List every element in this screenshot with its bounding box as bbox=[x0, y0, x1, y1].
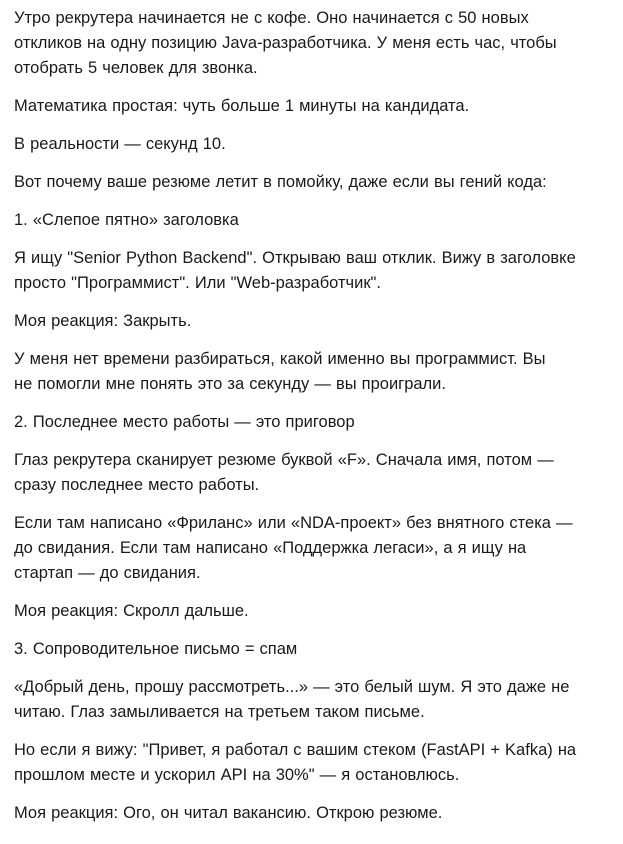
paragraph-intro bbox=[14, 6, 609, 81]
text-line: «Добрый день, прошу рассмотреть...» — это белый шум. Я это даже не bbox=[14, 678, 570, 696]
text-line: Моя реакция: Скролл дальше. bbox=[14, 602, 249, 620]
paragraph-white-noise bbox=[14, 675, 609, 725]
text-line: до свидания. Если там написано «Поддержка легаси», а я ищу на bbox=[14, 539, 527, 557]
text-line: 2. Последнее место работы — это приговор bbox=[14, 413, 355, 431]
text-line: 1. «Слепое пятно» заголовка bbox=[14, 211, 239, 229]
text-line: читаю. Глаз замыливается на третьем таком письме. bbox=[14, 703, 425, 721]
text-line: Но если я вижу: "Привет, я работал с вашим стеком (FastAPI + Kafka) на bbox=[14, 741, 577, 759]
text-line: сразу последнее место работы. bbox=[14, 476, 260, 494]
section-heading-1 bbox=[14, 208, 609, 233]
text-line: В реальности — секунд 10. bbox=[14, 135, 226, 153]
text-line: 3. Сопроводительное письмо = спам bbox=[14, 640, 298, 658]
text-line: прошлом месте и ускорил API на 30%" — я остановлюсь. bbox=[14, 766, 460, 784]
paragraph-reaction-open bbox=[14, 801, 609, 826]
text-line: Моя реакция: Закрыть. bbox=[14, 312, 192, 330]
text-line: отобрать 5 человек для звонка. bbox=[14, 59, 258, 77]
paragraph-no-time bbox=[14, 347, 609, 397]
section-heading-3 bbox=[14, 637, 609, 662]
paragraph-f-pattern bbox=[14, 448, 609, 498]
text-line: просто "Программист". Или "Web-разработчик". bbox=[14, 274, 381, 292]
text-line: Моя реакция: Ого, он читал вакансию. Открою резюме. bbox=[14, 804, 443, 822]
text-line: не помогли мне понять это за секунду — вы проиграли. bbox=[14, 375, 446, 393]
paragraph-reaction-close bbox=[14, 309, 609, 334]
paragraph-freelance bbox=[14, 511, 609, 586]
text-line: Утро рекрутера начинается не с кофе. Оно начинается с 50 новых bbox=[14, 9, 529, 27]
paragraph-why bbox=[14, 170, 609, 195]
paragraph-reality bbox=[14, 132, 609, 157]
text-line: Вот почему ваше резюме летит в помойку, даже если вы гений кода: bbox=[14, 173, 547, 191]
paragraph-good-letter bbox=[14, 738, 609, 788]
paragraph-reaction-scroll bbox=[14, 599, 609, 624]
paragraph-title-example bbox=[14, 246, 609, 296]
text-line: Я ищу "Senior Python Backend". Открываю ваш отклик. Вижу в заголовке bbox=[14, 249, 576, 267]
text-line: Если там написано «Фриланс» или «NDA-проект» без внятного стека — bbox=[14, 514, 573, 532]
text-line: Глаз рекрутера сканирует резюме буквой «F». Сначала имя, потом — bbox=[14, 451, 554, 469]
text-line: стартап — до свидания. bbox=[14, 564, 201, 582]
text-line: Математика простая: чуть больше 1 минуты на кандидата. bbox=[14, 97, 470, 115]
text-line: откликов на одну позицию Java-разработчика. У меня есть час, чтобы bbox=[14, 34, 557, 52]
paragraph-math bbox=[14, 94, 609, 119]
text-line: У меня нет времени разбираться, какой именно вы программист. Вы bbox=[14, 350, 546, 368]
section-heading-2 bbox=[14, 410, 609, 435]
